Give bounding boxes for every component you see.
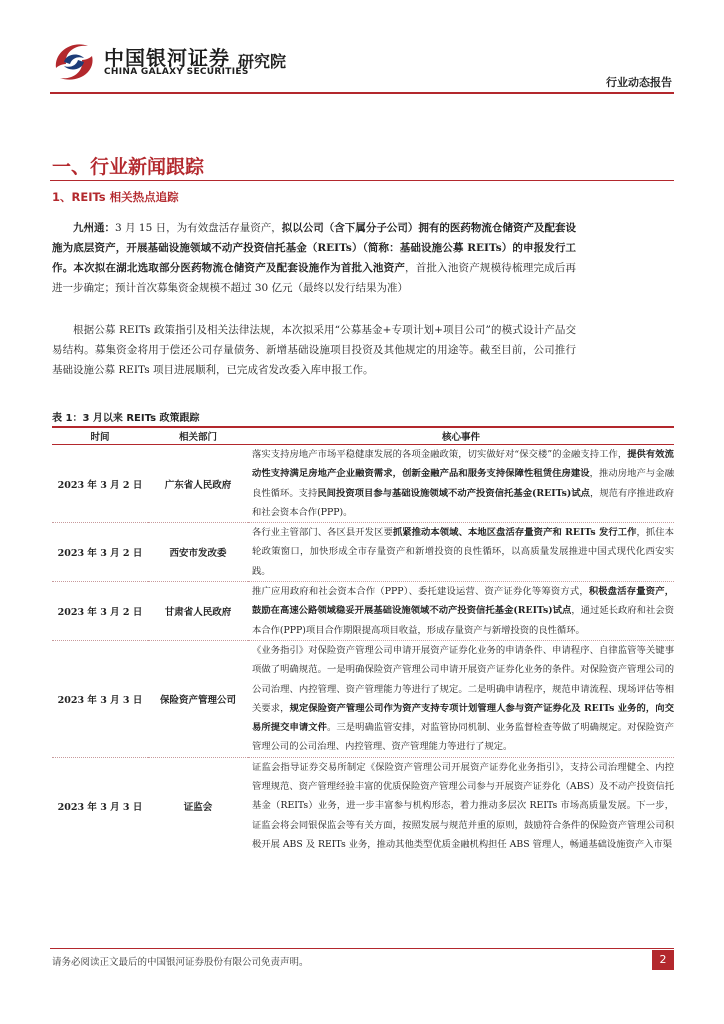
footer-disclaimer: 请务必阅读正文最后的中国银河证券股份有限公司免责声明。 <box>52 957 309 968</box>
event-text: 。三是明确监管安排，对监管协同机制、业务监督检查等做了明确规定。对保险资产管理公司的公司治理、内控管理、资产管理能力等进行了规定。 <box>252 722 674 753</box>
brand-name-en: CHINA GALAXY SECURITIES <box>104 67 249 77</box>
table-row <box>52 523 674 582</box>
header-time: 时间 <box>52 427 148 445</box>
footer-divider <box>50 948 674 949</box>
paragraph-text: 3 月 15 日，为有效盘活存量资产， <box>115 222 282 234</box>
cell-time: 2023 年 3 月 2 日 <box>52 582 148 641</box>
paragraph-lead: 九州通： <box>73 222 116 234</box>
section-title: 一、行业新闻跟踪 <box>52 156 205 178</box>
cell-event <box>248 523 674 582</box>
cell-dept: 西安市发改委 <box>148 523 248 582</box>
cell-event <box>248 445 674 523</box>
header-event: 核心事件 <box>248 427 674 445</box>
page-header <box>0 0 724 100</box>
cell-dept: 保险资产管理公司 <box>148 640 248 757</box>
paragraph-text: ，首批入池资产规模待梳理完成后再进一步确定；预计首次募集资金规模不超过 30 亿元（最终以发行结果为准） <box>52 262 576 294</box>
paragraph-structure: 根据公募 REITs 政策指引及相关法律法规，本次拟采用“公募基金+专项计划+项目公司”的模式设计产品交易结构。募集资金将用于偿还公司存量债务、新增基础设施项目投资及其他规定的用途等。截至目前，公司推行基础设施公募 REITs 项目进展顺利，已完成省发改委入库申报工作。 <box>52 324 576 376</box>
event-bold-text: 提供有效流动性支持满足房地产企业融资需求，创新金融产品和服务支持保障性租赁住房建设 <box>252 449 674 480</box>
subsection-title: 1、REITs 相关热点追踪 <box>52 190 179 204</box>
institute-label: 研究院 <box>238 52 287 71</box>
header-divider <box>50 92 674 94</box>
cell-event: 证监会指导证券交易所制定《保险资产管理公司开展资产证券化业务指引》，支持公司治理健全、内控管理规范、资产管理经验丰富的优质保险资产管理公司参与开展资产证券化（ABS）及不动产投资信托基金（REITs）业务，进一步丰富参与机构形态，着力推动多层次 REITs 市场高质量发展。下一步，证监会将会同银保监会等有关方面，按照发展与规范并重的原则，鼓励符合条件的保险资产管理公司积极开展 ABS 及 REITs 业务，推动其他类型优质金融机构担任 ABS 管理人，畅通基础设施资产入市渠 <box>252 761 674 850</box>
event-text: ，抓住本轮政策窗口，加快形成全市存量资产和新增投资的良性循环，以高质量发展推进中国式现代化西安实践。 <box>252 527 674 577</box>
cell-event <box>248 582 674 641</box>
table-row <box>52 640 674 757</box>
event-text: ，推动房地产与金融良性循环。支持 <box>252 468 674 499</box>
cell-time: 2023 年 3 月 2 日 <box>52 445 148 523</box>
event-text: 各行业主管部门、各区县开发区要 <box>252 527 393 539</box>
table-caption: 表 1：3 月以来 REITs 政策跟踪 <box>52 413 200 424</box>
event-bold-text: 抓紧推动本领域、本地区盘活存量资产和 REITs 发行工作 <box>392 527 637 539</box>
policy-table <box>52 426 674 854</box>
event-bold-text: 规定保险资产管理公司作为资产支持专项计划管理人参与资产证券化及 REITs 业务的，向交易所提交申请文件 <box>252 702 674 734</box>
section-divider <box>50 180 674 181</box>
event-bold-text: 民间投资项目参与基础设施领域不动产投资信托基金(REITs)试点 <box>317 487 590 499</box>
table-row <box>52 757 674 854</box>
cell-time: 2023 年 3 月 3 日 <box>57 801 143 813</box>
brand-name-cn: 中国银河证券 <box>104 46 230 70</box>
paragraph-jiuzhoutong <box>52 218 576 298</box>
paragraph-bold-text: 拟以公司（含下属分子公司）拥有的医药物流仓储资产及配套设施为底层资产，开展基础设施领域不动产投资信托基金（REITs）（简称：基础设施公募 REITs）的申报发行工作。本次拟在湖北选取部分医药物流仓储资产及配套设施作为首批入池资产 <box>52 222 577 274</box>
event-text: ，规范有序推进政府和社会资本合作(PPP)。 <box>252 487 674 518</box>
event-bold-text: 积极盘活存量资产，鼓励在高速公路领域稳妥开展基础设施领域不动产投资信托基金(REITs)试点 <box>252 586 674 617</box>
table-header-row <box>52 427 674 445</box>
header-dept: 相关部门 <box>148 427 248 445</box>
page-number: 2 <box>652 950 674 970</box>
event-text: 落实支持房地产市场平稳健康发展的各项金融政策，切实做好对“保交楼”的金融支持工作， <box>252 449 628 460</box>
event-text: ，通过延长政府和社会资本合作(PPP)项目合作期限提高项目收益，形成存量资产与新增投资的良性循环。 <box>252 605 674 636</box>
galaxy-logo-icon <box>50 38 98 86</box>
cell-time: 2023 年 3 月 2 日 <box>52 523 148 582</box>
cell-event <box>248 640 674 757</box>
event-text: 《业务指引》对保险资产管理公司申请开展资产证券化业务的申请条件、申请程序、自律监管等关键事项做了明确规范。一是明确保险资产管理公司申请开展资产证券化业务的条件。对保险资产管理公司的公司治理、内控管理、资产管理能力等进行了规定。二是明确申请程序，规范申请流程、现场评估等相关要求， <box>252 644 674 714</box>
cell-time: 2023 年 3 月 3 日 <box>52 640 148 757</box>
table-row <box>52 582 674 641</box>
event-text: 推广应用政府和社会资本合作（PPP）、委托建设运营、资产证券化等筹资方式， <box>252 586 589 598</box>
report-type-label: 行业动态报告 <box>606 76 672 89</box>
cell-dept: 证监会 <box>183 801 213 813</box>
cell-dept: 甘肃省人民政府 <box>148 582 248 641</box>
cell-dept: 广东省人民政府 <box>148 445 248 523</box>
table-row <box>52 445 674 523</box>
